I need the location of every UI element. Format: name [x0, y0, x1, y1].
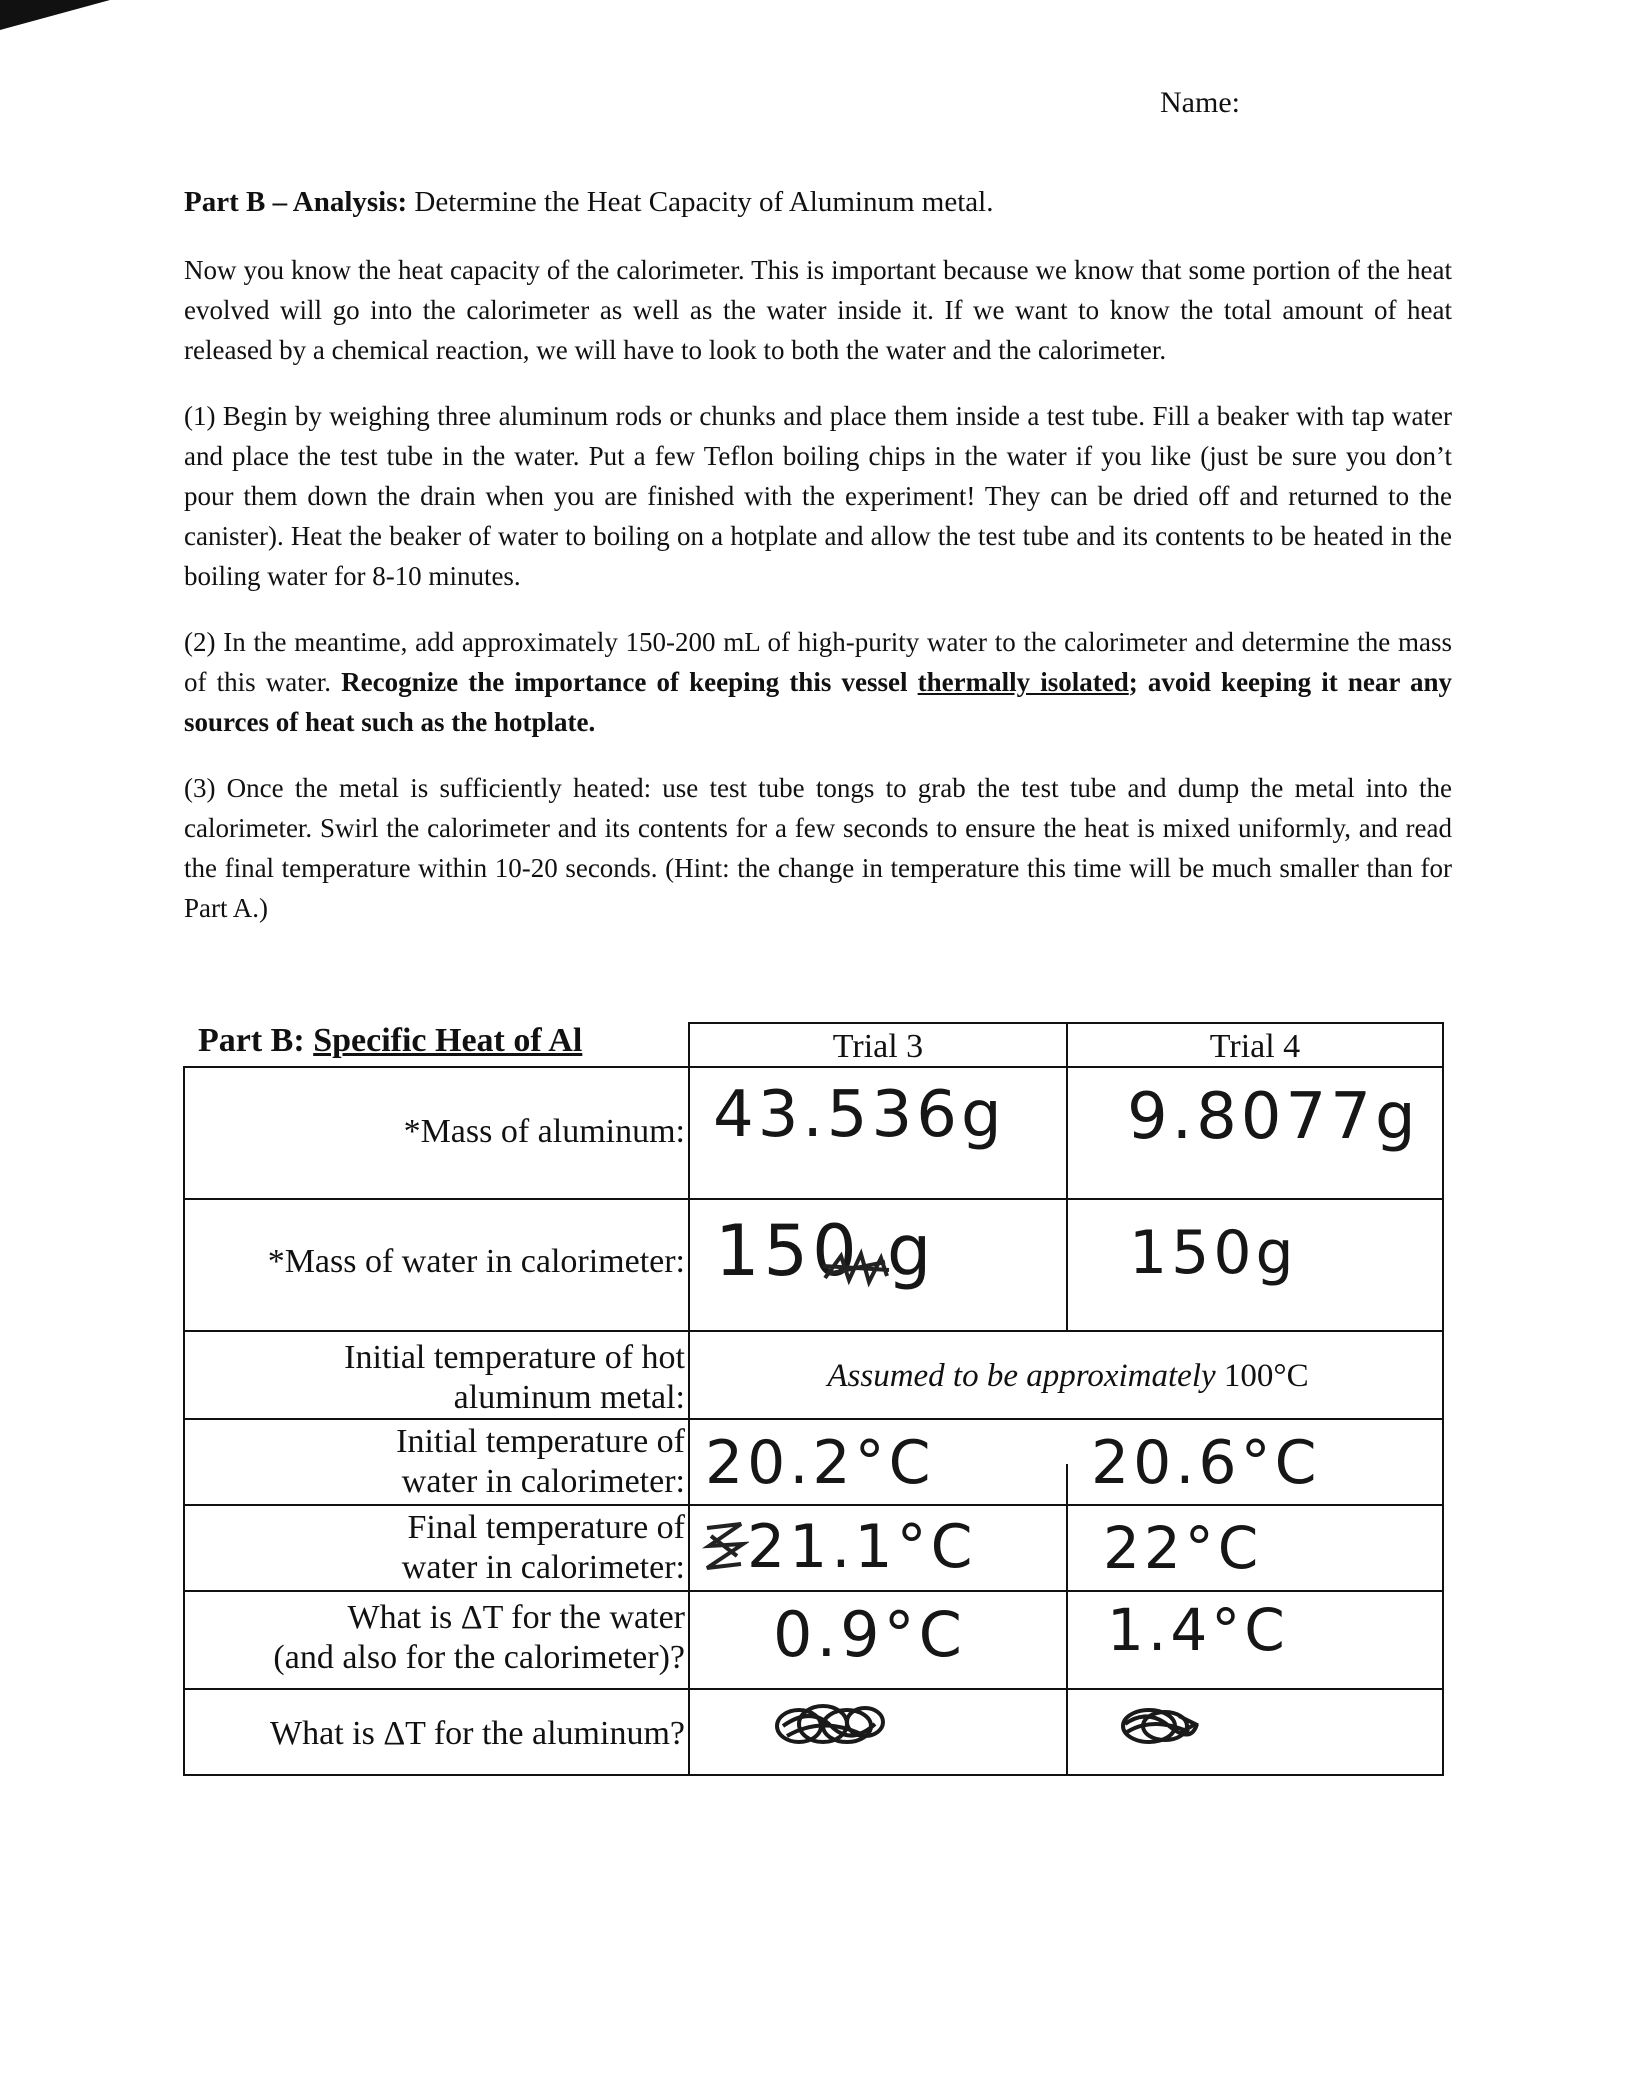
- row-divider-1: [185, 1198, 1442, 1200]
- crossed-out-scribble: [821, 1248, 891, 1288]
- section-title-rest: Determine the Heat Capacity of Aluminum metal.: [407, 186, 994, 218]
- column-divider-trials-top: [1066, 1068, 1068, 1332]
- header-trial-3: Trial 3: [688, 1022, 1068, 1068]
- trial3-final-temp-water: 21.1°C: [747, 1512, 977, 1582]
- column-divider-trials-bottom: [1066, 1464, 1068, 1774]
- trial4-delta-t-water: 1.4°C: [1107, 1596, 1289, 1664]
- row-label-delta-t-water-1: What is ΔT for the water: [347, 1599, 685, 1636]
- row-label-initial-temp-hot-2: aluminum metal:: [453, 1379, 685, 1416]
- step3-paragraph: (3) Once the metal is sufficiently heated: use test tube tongs to grab the test tube and dump the metal into the calorimeter. Swirl the calorimeter and its contents for a few seconds to ensure the heat is mixed uniformly, and read the final temperature within 10-20 seconds. (Hint: the change in temperature this time will be much smaller than for Part A.): [184, 773, 1452, 923]
- assumed-value: 100°C: [1215, 1358, 1309, 1394]
- step2-plain: (2) In the meantime, add approximately 150-200 mL of high-purity water to the calorimeter and determine the mass of this water.: [184, 627, 1452, 697]
- trial3-initial-temp-water: 20.2°C: [705, 1428, 935, 1498]
- column-divider-label: [688, 1068, 690, 1774]
- step2-bold-a: Recognize the importance of keeping this vessel: [341, 667, 918, 697]
- name-label: Name:: [1160, 86, 1240, 119]
- step2-thermally-isolated: thermally isolated: [917, 667, 1129, 697]
- trial3-mass-aluminum: 43.536g: [713, 1078, 1006, 1152]
- row-label-initial-temp-hot-1: Initial temperature of hot: [344, 1339, 685, 1376]
- header-trial-4: Trial 4: [1066, 1022, 1444, 1068]
- crossed-out-digit-scribble: [701, 1518, 749, 1574]
- row-label-final-temp-water-2: water in calorimeter:: [401, 1549, 685, 1586]
- step2-paragraph: [184, 622, 1452, 742]
- table-title-prefix: Part B:: [198, 1022, 314, 1059]
- row-label-delta-t-water-2: (and also for the calorimeter)?: [273, 1639, 685, 1676]
- trial4-mass-aluminum: 9.8077g: [1127, 1080, 1420, 1154]
- section-dash: –: [265, 186, 293, 218]
- trial4-initial-temp-water: 20.6°C: [1091, 1428, 1321, 1498]
- row-label-delta-t-aluminum: What is ΔT for the aluminum?: [270, 1715, 685, 1752]
- row-label-mass-water: *Mass of water in calorimeter:: [267, 1243, 685, 1280]
- table-title: [198, 1022, 582, 1060]
- row-label-initial-temp-water-2: water in calorimeter:: [401, 1463, 685, 1500]
- trial3-delta-t-water: 0.9°C: [773, 1598, 966, 1671]
- intro-paragraph: Now you know the heat capacity of the calorimeter. This is important because we know that some portion of the heat evolved will go into the calorimeter as well as the water inside it. If we want to know the total amount of heat released by a chemical reaction, we will have to look to both the water and the calorimeter.: [184, 255, 1452, 365]
- row-divider-3: [185, 1418, 1442, 1420]
- trial4-final-temp-water: 22°C: [1103, 1514, 1263, 1582]
- section-part: Part B: [184, 186, 266, 218]
- row-divider-2: [185, 1330, 1442, 1332]
- results-table: [183, 1066, 1444, 1776]
- row-label-initial-temp-water-1: Initial temperature of: [396, 1423, 685, 1460]
- row-divider-6: [185, 1688, 1442, 1690]
- assumed-italic: Assumed to be approximately: [827, 1358, 1216, 1394]
- row-label-final-temp-water-1: Final temperature of: [407, 1509, 685, 1546]
- table-title-underlined: Specific Heat of Al: [313, 1022, 583, 1059]
- trial3-mass-water: 150 g: [715, 1210, 936, 1292]
- section-analysis-label: Analysis:: [292, 186, 408, 218]
- section-title: [184, 186, 993, 219]
- row-label-mass-aluminum: *Mass of aluminum:: [403, 1113, 685, 1150]
- assumed-temperature-note: [690, 1358, 1446, 1395]
- trial4-aluminum-scribble: [1113, 1702, 1213, 1750]
- trial4-mass-water: 150g: [1129, 1218, 1298, 1288]
- trial3-aluminum-scribble: [771, 1696, 891, 1756]
- corner-scan-mark: [0, 0, 110, 30]
- row-divider-4: [185, 1504, 1442, 1506]
- step1-paragraph: (1) Begin by weighing three aluminum rods or chunks and place them inside a test tube. Fill a beaker with tap water and place the test tube in the water. Put a few Teflon boiling chips in the water if you like (just be sure you don’t pour them down the drain when you are finished with the experiment! They can be dried off and returned to the canister). Heat the beaker of water to boiling on a hotplate and allow the test tube and its contents to be heated in the boiling water for 8-10 minutes.: [184, 401, 1452, 591]
- row-divider-5: [185, 1590, 1442, 1592]
- step2-bold-b: ; avoid keeping it near any sources of heat such as the hotplate.: [184, 667, 1453, 737]
